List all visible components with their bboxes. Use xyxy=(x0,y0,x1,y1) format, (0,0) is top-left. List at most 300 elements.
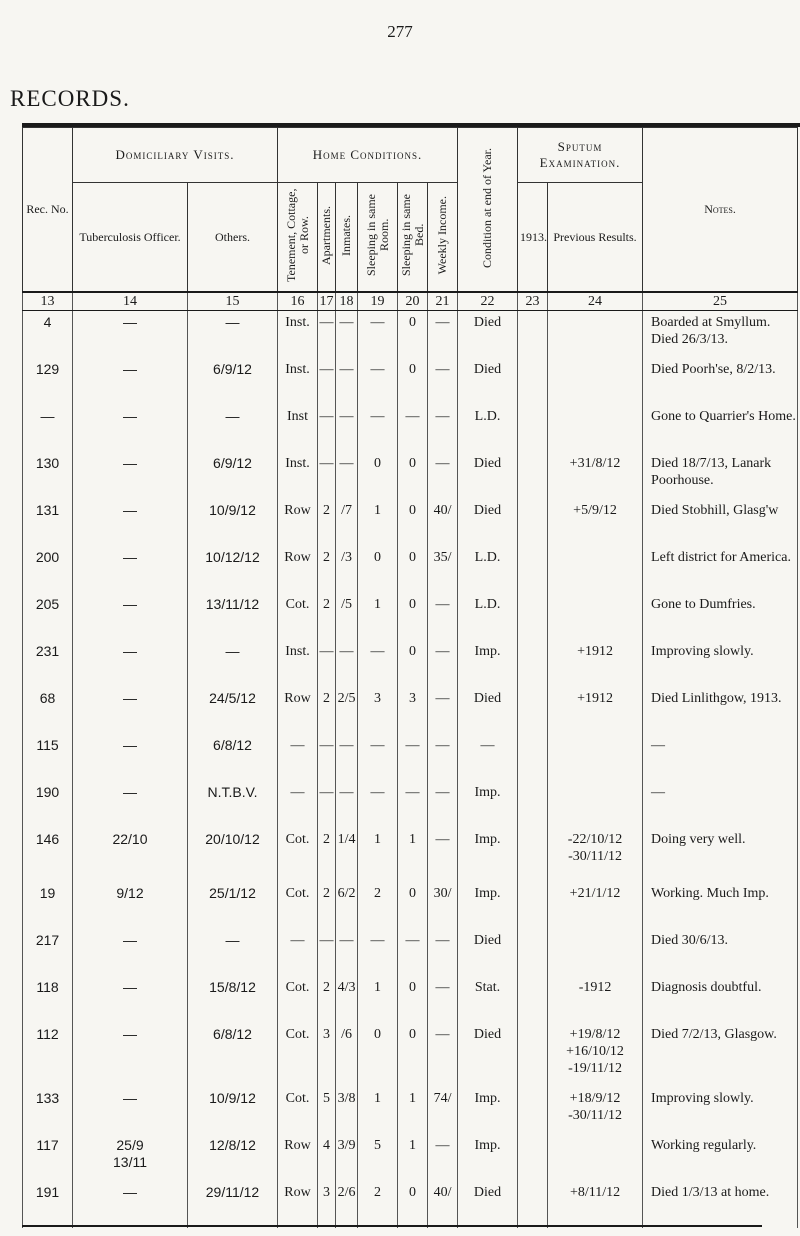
cell-notes: Working. Much Imp. xyxy=(643,882,798,929)
cell-previous-results xyxy=(548,734,643,781)
cell-weekly-income: 40/ xyxy=(428,1181,458,1228)
cell-tenement: — xyxy=(278,734,318,781)
cell-rec-no: — xyxy=(23,405,73,452)
cell-tb-officer-visit: — xyxy=(73,499,188,546)
table-row xyxy=(23,976,798,1023)
column-number: 22 xyxy=(458,292,518,311)
table-row xyxy=(23,687,798,734)
cell-notes: Gone to Quarrier's Home. xyxy=(643,405,798,452)
column-number: 14 xyxy=(73,292,188,311)
cell-weekly-income: — xyxy=(428,828,458,882)
cell-sleeping-room: — xyxy=(358,405,398,452)
cell-rec-no: 190 xyxy=(23,781,73,828)
cell-sleeping-bed: 0 xyxy=(398,593,428,640)
cell-weekly-income: — xyxy=(428,976,458,1023)
cell-weekly-income: — xyxy=(428,781,458,828)
cell-rec-no: 129 xyxy=(23,358,73,405)
table-row xyxy=(23,882,798,929)
table-row xyxy=(23,1023,798,1087)
cell-inmates: — xyxy=(336,452,358,499)
cell-sleeping-bed: — xyxy=(398,734,428,781)
cell-sleeping-room: 5 xyxy=(358,1134,398,1181)
cell-inmates: — xyxy=(336,405,358,452)
cell-tenement: Inst xyxy=(278,405,318,452)
cell-sleeping-bed: 0 xyxy=(398,1181,428,1228)
cell-inmates: 3/8 xyxy=(336,1087,358,1134)
cell-sleeping-bed: — xyxy=(398,929,428,976)
cell-sleeping-room: 1 xyxy=(358,976,398,1023)
cell-apartments: 2 xyxy=(318,546,336,593)
cell-tenement: Row xyxy=(278,546,318,593)
cell-tb-officer-visit: — xyxy=(73,452,188,499)
column-number-row xyxy=(23,292,798,311)
cell-notes: — xyxy=(643,734,798,781)
cell-tb-officer-visit: — xyxy=(73,405,188,452)
cell-weekly-income: — xyxy=(428,1023,458,1087)
cell-condition: Died xyxy=(458,1181,518,1228)
table-row xyxy=(23,781,798,828)
cell-other-visit: 13/11/12 xyxy=(188,593,278,640)
cell-tb-officer-visit: — xyxy=(73,1023,188,1087)
cell-sputum-1913 xyxy=(518,734,548,781)
cell-sputum-1913 xyxy=(518,452,548,499)
cell-tb-officer-visit: 25/9 13/11 xyxy=(73,1134,188,1181)
cell-sputum-1913 xyxy=(518,593,548,640)
cell-condition: L.D. xyxy=(458,546,518,593)
cell-tenement: Cot. xyxy=(278,1087,318,1134)
cell-apartments: 2 xyxy=(318,828,336,882)
header-weekly-income xyxy=(428,183,458,293)
cell-condition: Died xyxy=(458,452,518,499)
cell-tb-officer-visit: — xyxy=(73,593,188,640)
cell-inmates: — xyxy=(336,358,358,405)
cell-previous-results: +19/8/12 +16/10/12 -19/11/12 xyxy=(548,1023,643,1087)
cell-inmates: /3 xyxy=(336,546,358,593)
cell-apartments: — xyxy=(318,452,336,499)
cell-rec-no: 191 xyxy=(23,1181,73,1228)
column-number: 21 xyxy=(428,292,458,311)
cell-inmates: 4/3 xyxy=(336,976,358,1023)
cell-apartments: 4 xyxy=(318,1134,336,1181)
header-sputum: Sputum Examination. xyxy=(518,128,643,183)
cell-inmates: 2/6 xyxy=(336,1181,358,1228)
cell-other-visit: 20/10/12 xyxy=(188,828,278,882)
cell-tb-officer-visit: 9/12 xyxy=(73,882,188,929)
column-number: 20 xyxy=(398,292,428,311)
cell-sputum-1913 xyxy=(518,687,548,734)
cell-sleeping-room: — xyxy=(358,781,398,828)
cell-weekly-income: — xyxy=(428,687,458,734)
cell-sleeping-bed: 0 xyxy=(398,311,428,359)
cell-sputum-1913 xyxy=(518,828,548,882)
cell-inmates: /5 xyxy=(336,593,358,640)
cell-weekly-income: — xyxy=(428,405,458,452)
header-sleeping-bed xyxy=(398,183,428,293)
column-number: 19 xyxy=(358,292,398,311)
cell-previous-results xyxy=(548,405,643,452)
cell-rec-no: 133 xyxy=(23,1087,73,1134)
cell-rec-no: 231 xyxy=(23,640,73,687)
cell-notes: Boarded at Smyllum. Died 26/3/13. xyxy=(643,311,798,359)
cell-previous-results xyxy=(548,929,643,976)
cell-tenement: Cot. xyxy=(278,828,318,882)
cell-sleeping-room: 2 xyxy=(358,1181,398,1228)
cell-sputum-1913 xyxy=(518,1087,548,1134)
column-number: 13 xyxy=(23,292,73,311)
cell-notes: Died Poorh'se, 8/2/13. xyxy=(643,358,798,405)
cell-sputum-1913 xyxy=(518,358,548,405)
column-number: 18 xyxy=(336,292,358,311)
table-row xyxy=(23,499,798,546)
cell-sputum-1913 xyxy=(518,976,548,1023)
cell-previous-results: +5/9/12 xyxy=(548,499,643,546)
cell-condition: Imp. xyxy=(458,640,518,687)
table-row xyxy=(23,452,798,499)
cell-apartments: — xyxy=(318,781,336,828)
cell-inmates: 6/2 xyxy=(336,882,358,929)
table-row xyxy=(23,640,798,687)
cell-apartments: — xyxy=(318,405,336,452)
cell-rec-no: 118 xyxy=(23,976,73,1023)
cell-weekly-income: 30/ xyxy=(428,882,458,929)
table-row xyxy=(23,546,798,593)
cell-weekly-income: 74/ xyxy=(428,1087,458,1134)
cell-tb-officer-visit: — xyxy=(73,640,188,687)
cell-sputum-1913 xyxy=(518,1023,548,1087)
table-row xyxy=(23,929,798,976)
cell-tb-officer-visit: — xyxy=(73,358,188,405)
cell-weekly-income: — xyxy=(428,1134,458,1181)
cell-notes: Left district for America. xyxy=(643,546,798,593)
cell-apartments: 2 xyxy=(318,882,336,929)
cell-previous-results xyxy=(548,546,643,593)
header-others: Others. xyxy=(188,183,278,293)
cell-sleeping-bed: 0 xyxy=(398,452,428,499)
cell-inmates: 3/9 xyxy=(336,1134,358,1181)
cell-sputum-1913 xyxy=(518,781,548,828)
cell-notes: Died 1/3/13 at home. xyxy=(643,1181,798,1228)
cell-sputum-1913 xyxy=(518,499,548,546)
cell-sleeping-room: — xyxy=(358,311,398,359)
cell-previous-results: +1912 xyxy=(548,640,643,687)
cell-weekly-income: — xyxy=(428,929,458,976)
cell-other-visit: 15/8/12 xyxy=(188,976,278,1023)
cell-rec-no: 200 xyxy=(23,546,73,593)
cell-other-visit: — xyxy=(188,405,278,452)
cell-condition: Imp. xyxy=(458,828,518,882)
cell-other-visit: 10/12/12 xyxy=(188,546,278,593)
cell-sputum-1913 xyxy=(518,882,548,929)
cell-tenement: Cot. xyxy=(278,882,318,929)
header-sleeping-room xyxy=(358,183,398,293)
cell-condition: Died xyxy=(458,687,518,734)
cell-notes: Improving slowly. xyxy=(643,640,798,687)
cell-sleeping-bed: 1 xyxy=(398,1134,428,1181)
cell-apartments: 2 xyxy=(318,499,336,546)
table-row xyxy=(23,828,798,882)
cell-previous-results: +31/8/12 xyxy=(548,452,643,499)
cell-apartments: — xyxy=(318,311,336,359)
cell-tenement: Row xyxy=(278,499,318,546)
cell-previous-results xyxy=(548,781,643,828)
column-number: 17 xyxy=(319,294,334,309)
header-tenement-label: Tenement, Cottage, or Row. xyxy=(283,188,311,282)
header-condition xyxy=(458,128,518,293)
header-condition-label: Condition at end of Year. xyxy=(480,147,495,268)
cell-condition: Died xyxy=(458,499,518,546)
cell-sleeping-bed: 0 xyxy=(398,882,428,929)
cell-inmates: — xyxy=(336,640,358,687)
cell-sleeping-bed: 0 xyxy=(398,358,428,405)
cell-weekly-income: 40/ xyxy=(428,499,458,546)
cell-sleeping-room: 1 xyxy=(358,828,398,882)
cell-condition: L.D. xyxy=(458,593,518,640)
cell-other-visit: — xyxy=(188,311,278,359)
cell-sleeping-bed: 1 xyxy=(398,828,428,882)
cell-tenement: Inst. xyxy=(278,452,318,499)
cell-sleeping-room: 0 xyxy=(358,1023,398,1087)
cell-sleeping-room: 0 xyxy=(358,546,398,593)
cell-apartments: 3 xyxy=(318,1023,336,1087)
cell-previous-results xyxy=(548,311,643,359)
header-apartments-label: Apartments. xyxy=(319,205,334,265)
cell-other-visit: 10/9/12 xyxy=(188,1087,278,1134)
cell-tenement: Inst. xyxy=(278,311,318,359)
cell-notes: Died Stobhill, Glasg'w xyxy=(643,499,798,546)
cell-rec-no: 117 xyxy=(23,1134,73,1181)
cell-sleeping-room: 1 xyxy=(358,1087,398,1134)
cell-weekly-income: — xyxy=(428,452,458,499)
cell-weekly-income: — xyxy=(428,640,458,687)
page-number: 277 xyxy=(387,22,413,41)
cell-other-visit: N.T.B.V. xyxy=(188,781,278,828)
cell-condition: Imp. xyxy=(458,1087,518,1134)
cell-sputum-1913 xyxy=(518,1134,548,1181)
cell-rec-no: 115 xyxy=(23,734,73,781)
cell-rec-no: 146 xyxy=(23,828,73,882)
cell-tb-officer-visit: — xyxy=(73,311,188,359)
cell-notes: Died 7/2/13, Glasgow. xyxy=(643,1023,798,1087)
cell-sleeping-bed: 1 xyxy=(398,1087,428,1134)
column-number: 24 xyxy=(548,292,643,311)
cell-sleeping-bed: 0 xyxy=(398,640,428,687)
cell-weekly-income: 35/ xyxy=(428,546,458,593)
column-number: 23 xyxy=(518,292,548,311)
cell-tb-officer-visit: — xyxy=(73,1181,188,1228)
cell-other-visit: 6/8/12 xyxy=(188,734,278,781)
cell-condition: L.D. xyxy=(458,405,518,452)
cell-notes: — xyxy=(643,781,798,828)
cell-sleeping-room: — xyxy=(358,640,398,687)
cell-other-visit: — xyxy=(188,640,278,687)
cell-apartments: 5 xyxy=(318,1087,336,1134)
cell-tenement: Row xyxy=(278,687,318,734)
header-previous-results: Previous Results. xyxy=(548,183,643,293)
cell-tb-officer-visit: — xyxy=(73,687,188,734)
cell-previous-results: -22/10/12 -30/11/12 xyxy=(548,828,643,882)
cell-sputum-1913 xyxy=(518,1181,548,1228)
column-number: 15 xyxy=(188,292,278,311)
column-number: 25 xyxy=(643,292,798,311)
cell-rec-no: 19 xyxy=(23,882,73,929)
table-row xyxy=(23,311,798,359)
cell-notes: Gone to Dumfries. xyxy=(643,593,798,640)
cell-weekly-income: — xyxy=(428,734,458,781)
cell-sleeping-bed: 0 xyxy=(398,1023,428,1087)
header-notes: Notes. xyxy=(643,128,798,293)
cell-condition: Died xyxy=(458,311,518,359)
cell-notes: Died 18/7/13, Lanark Poorhouse. xyxy=(643,452,798,499)
header-weekly-income-label: Weekly Income. xyxy=(435,195,450,275)
cell-condition: Imp. xyxy=(458,882,518,929)
cell-tenement: Inst. xyxy=(278,640,318,687)
cell-other-visit: 12/8/12 xyxy=(188,1134,278,1181)
header-tenement xyxy=(278,183,318,293)
cell-other-visit: 29/11/12 xyxy=(188,1181,278,1228)
cell-previous-results: +1912 xyxy=(548,687,643,734)
cell-sleeping-room: 3 xyxy=(358,687,398,734)
cell-apartments: — xyxy=(318,734,336,781)
cell-previous-results xyxy=(548,1134,643,1181)
cell-previous-results: +18/9/12 -30/11/12 xyxy=(548,1087,643,1134)
cell-apartments: — xyxy=(318,358,336,405)
cell-sleeping-room: 0 xyxy=(358,452,398,499)
cell-apartments: 2 xyxy=(318,593,336,640)
cell-sleeping-room: 1 xyxy=(358,593,398,640)
cell-other-visit: 10/9/12 xyxy=(188,499,278,546)
cell-apartments: — xyxy=(318,929,336,976)
cell-rec-no: 205 xyxy=(23,593,73,640)
cell-tenement: — xyxy=(278,929,318,976)
bottom-rule xyxy=(22,1225,762,1227)
cell-inmates: /6 xyxy=(336,1023,358,1087)
header-tb-officer: Tuberculosis Officer. xyxy=(73,183,188,293)
cell-rec-no: 68 xyxy=(23,687,73,734)
column-number: 16 xyxy=(278,292,318,311)
cell-other-visit: — xyxy=(188,929,278,976)
table-row xyxy=(23,1087,798,1134)
cell-notes: Doing very well. xyxy=(643,828,798,882)
table-row xyxy=(23,734,798,781)
header-domiciliary-visits: Domiciliary Visits. xyxy=(73,128,278,183)
cell-tenement: Cot. xyxy=(278,1023,318,1087)
cell-rec-no: 130 xyxy=(23,452,73,499)
cell-rec-no: 112 xyxy=(23,1023,73,1087)
cell-inmates: — xyxy=(336,929,358,976)
cell-other-visit: 6/8/12 xyxy=(188,1023,278,1087)
cell-sleeping-bed: 0 xyxy=(398,546,428,593)
cell-sleeping-bed: — xyxy=(398,781,428,828)
cell-previous-results: -1912 xyxy=(548,976,643,1023)
cell-apartments: 2 xyxy=(318,687,336,734)
cell-tenement: — xyxy=(278,781,318,828)
cell-tenement: Cot. xyxy=(278,593,318,640)
cell-sleeping-room: — xyxy=(358,929,398,976)
cell-condition: Imp. xyxy=(458,781,518,828)
header-sleeping-bed-label: Sleeping in same Bed. xyxy=(399,194,427,276)
cell-inmates: — xyxy=(336,781,358,828)
header-rec-no: Rec. No. xyxy=(23,128,73,293)
cell-tenement: Row xyxy=(278,1134,318,1181)
cell-weekly-income: — xyxy=(428,311,458,359)
cell-condition: Imp. xyxy=(458,1134,518,1181)
cell-sleeping-bed: 3 xyxy=(398,687,428,734)
header-home-conditions: Home Conditions. xyxy=(278,128,458,183)
cell-sleeping-bed: 0 xyxy=(398,499,428,546)
cell-sputum-1913 xyxy=(518,929,548,976)
cell-weekly-income: — xyxy=(428,593,458,640)
cell-tenement: Cot. xyxy=(278,976,318,1023)
header-apartments xyxy=(318,183,336,293)
cell-apartments: 3 xyxy=(318,1181,336,1228)
header-sleeping-room-label: Sleeping in same Room. xyxy=(363,194,391,276)
cell-tb-officer-visit: — xyxy=(73,734,188,781)
cell-previous-results xyxy=(548,358,643,405)
table-row xyxy=(23,593,798,640)
cell-tb-officer-visit: — xyxy=(73,781,188,828)
cell-tenement: Inst. xyxy=(278,358,318,405)
cell-condition: — xyxy=(458,734,518,781)
cell-weekly-income: — xyxy=(428,358,458,405)
cell-inmates: — xyxy=(336,734,358,781)
cell-condition: Died xyxy=(458,929,518,976)
table-row xyxy=(23,1134,798,1181)
header-inmates-label: Inmates. xyxy=(339,214,354,256)
cell-rec-no: 217 xyxy=(23,929,73,976)
cell-tb-officer-visit: 22/10 xyxy=(73,828,188,882)
cell-sputum-1913 xyxy=(518,311,548,359)
cell-other-visit: 25/1/12 xyxy=(188,882,278,929)
cell-tb-officer-visit: — xyxy=(73,1087,188,1134)
section-title: RECORDS. xyxy=(10,86,130,111)
cell-apartments: — xyxy=(318,640,336,687)
cell-rec-no: 131 xyxy=(23,499,73,546)
cell-sleeping-room: 2 xyxy=(358,882,398,929)
cell-notes: Died 30/6/13. xyxy=(643,929,798,976)
cell-sputum-1913 xyxy=(518,640,548,687)
cell-rec-no: 4 xyxy=(23,311,73,359)
cell-other-visit: 6/9/12 xyxy=(188,358,278,405)
cell-apartments: 2 xyxy=(318,976,336,1023)
cell-condition: Died xyxy=(458,1023,518,1087)
cell-sleeping-room: 1 xyxy=(358,499,398,546)
cell-previous-results: +21/1/12 xyxy=(548,882,643,929)
cell-sputum-1913 xyxy=(518,546,548,593)
cell-notes: Working regularly. xyxy=(643,1134,798,1181)
cell-inmates: /7 xyxy=(336,499,358,546)
cell-sputum-1913 xyxy=(518,405,548,452)
cell-inmates: — xyxy=(336,311,358,359)
header-1913: 1913. xyxy=(518,183,548,293)
records-table xyxy=(22,127,798,1228)
cell-notes: Improving slowly. xyxy=(643,1087,798,1134)
cell-other-visit: 6/9/12 xyxy=(188,452,278,499)
cell-tb-officer-visit: — xyxy=(73,929,188,976)
cell-sleeping-room: — xyxy=(358,734,398,781)
cell-sleeping-room: — xyxy=(358,358,398,405)
header-inmates xyxy=(336,183,358,293)
table-row xyxy=(23,405,798,452)
cell-tenement: Row xyxy=(278,1181,318,1228)
cell-notes: Died Linlithgow, 1913. xyxy=(643,687,798,734)
cell-other-visit: 24/5/12 xyxy=(188,687,278,734)
cell-inmates: 1/4 xyxy=(336,828,358,882)
cell-inmates: 2/5 xyxy=(336,687,358,734)
table-row xyxy=(23,358,798,405)
cell-previous-results: +8/11/12 xyxy=(548,1181,643,1228)
cell-tb-officer-visit: — xyxy=(73,546,188,593)
cell-tb-officer-visit: — xyxy=(73,976,188,1023)
